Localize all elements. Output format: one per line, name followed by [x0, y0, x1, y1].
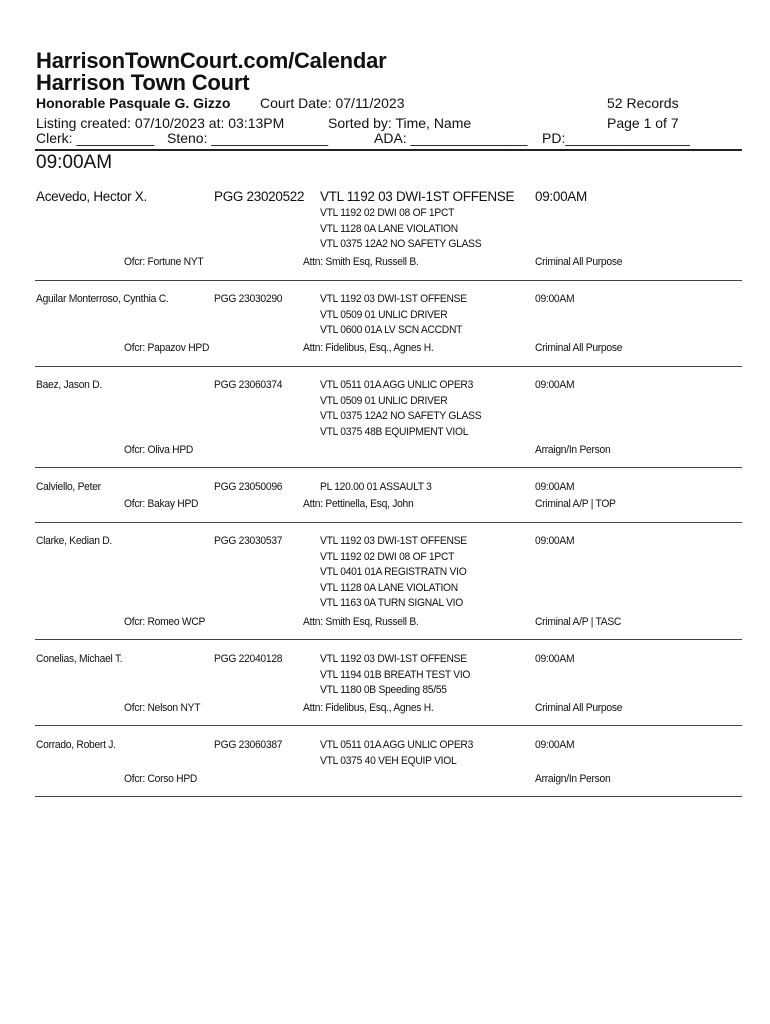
purpose: Criminal All Purpose	[535, 342, 623, 354]
officer: Ofcr: Corso HPD	[124, 773, 198, 785]
charge-line: VTL 1192 03 DWI-1ST OFFENSE	[320, 189, 515, 204]
case-time: 09:00AM	[535, 535, 575, 547]
listing-created: Listing created: 07/10/2023 at: 03:13PM	[36, 115, 285, 131]
case-time: 09:00AM	[535, 481, 575, 493]
charge-line: VTL 0401 01A REGISTRATN VIO	[320, 566, 467, 579]
defendant-name: Clarke, Kedian D.	[36, 535, 112, 547]
charge-line: VTL 0375 12A2 NO SAFETY GLASS	[320, 238, 482, 251]
record-count: 52 Records	[607, 95, 679, 111]
docket-number: PGG 23030290	[214, 293, 283, 305]
officer: Ofcr: Bakay HPD	[124, 498, 199, 510]
defendant-name: Corrado, Robert J.	[36, 739, 116, 751]
attorney: Attn: Fidelibus, Esq., Agnes H.	[303, 342, 434, 354]
officer: Ofcr: Papazov HPD	[124, 342, 210, 354]
court-date: Court Date: 07/11/2023	[260, 95, 405, 111]
officer: Ofcr: Romeo WCP	[124, 616, 206, 628]
header-divider	[35, 149, 742, 151]
ada-field: ADA: _______________	[374, 130, 528, 146]
charge-line: PL 120.00 01 ASSAULT 3	[320, 481, 432, 493]
charge-line: VTL 1192 03 DWI-1ST OFFENSE	[320, 653, 467, 665]
docket-number: PGG 22040128	[214, 653, 283, 665]
charge-line: VTL 1128 0A LANE VIOLATION	[320, 581, 458, 594]
charge-line: VTL 0375 12A2 NO SAFETY GLASS	[320, 410, 482, 423]
steno-field: Steno: _______________	[167, 130, 329, 146]
attorney: Attn: Smith Esq, Russell B.	[303, 256, 419, 268]
charge-list	[320, 378, 481, 440]
purpose: Criminal A/P | TOP	[535, 498, 616, 510]
officer: Ofcr: Oliva HPD	[124, 444, 194, 456]
case-divider	[35, 725, 742, 726]
case-divider	[35, 280, 742, 281]
charge-line: VTL 1192 02 DWI 08 OF 1PCT	[320, 207, 455, 219]
sorted-by: Sorted by: Time, Name	[328, 115, 472, 131]
case-time: 09:00AM	[535, 653, 575, 665]
charge-line: VTL 0509 01 UNLIC DRIVER	[320, 394, 448, 407]
charge-list	[320, 292, 467, 339]
defendant-name: Aguilar Monterroso, Cynthia C.	[36, 293, 169, 305]
case-time: 09:00AM	[535, 379, 575, 391]
purpose: Criminal All Purpose	[535, 702, 623, 714]
charge-list	[320, 652, 470, 699]
charge-line: VTL 0375 40 VEH EQUIP VIOL	[320, 754, 457, 767]
docket-number: PGG 23020522	[214, 189, 305, 204]
case-time: 09:00AM	[535, 293, 575, 305]
site-title: HarrisonTownCourt.com/Calendar	[36, 48, 387, 73]
court-title: Harrison Town Court	[36, 70, 250, 95]
case-divider	[35, 522, 742, 523]
officer: Ofcr: Nelson NYT	[124, 702, 201, 714]
charge-line: VTL 0600 01A LV SCN ACCDNT	[320, 324, 463, 337]
case-divider	[35, 366, 742, 367]
page-number: Page 1 of 7	[607, 115, 679, 131]
charge-list	[320, 738, 473, 769]
case-divider	[35, 467, 742, 468]
charge-line: VTL 1192 03 DWI-1ST OFFENSE	[320, 535, 467, 547]
attorney: Attn: Pettinella, Esq, John	[303, 498, 414, 510]
purpose: Arraign/In Person	[535, 773, 611, 785]
case-divider	[35, 639, 742, 640]
charge-list	[320, 206, 481, 253]
case-divider	[35, 796, 742, 797]
charge-line: VTL 0375 48B EQUIPMENT VIOL	[320, 425, 469, 438]
case-time: 09:00AM	[535, 189, 587, 204]
charge-line: VTL 1128 0A LANE VIOLATION	[320, 222, 458, 235]
charge-line: VTL 0511 01A AGG UNLIC OPER3	[320, 379, 474, 391]
charge-line: VTL 1180 0B Speeding 85/55	[320, 684, 447, 697]
attorney: Attn: Fidelibus, Esq., Agnes H.	[303, 702, 434, 714]
charge-line: VTL 0511 01A AGG UNLIC OPER3	[320, 739, 474, 751]
purpose: Criminal All Purpose	[535, 256, 623, 268]
docket-number: PGG 23060374	[214, 379, 283, 391]
time-group-heading: 09:00AM	[36, 152, 113, 173]
clerk-field: Clerk: __________	[36, 130, 155, 146]
charge-list	[320, 534, 467, 612]
charge-line: VTL 1192 03 DWI-1ST OFFENSE	[320, 293, 467, 305]
defendant-name: Baez, Jason D.	[36, 379, 102, 391]
officer: Ofcr: Fortune NYT	[124, 256, 204, 268]
docket-number: PGG 23030537	[214, 535, 283, 547]
purpose: Arraign/In Person	[535, 444, 611, 456]
charge-line: VTL 0509 01 UNLIC DRIVER	[320, 308, 448, 321]
pd-field: PD:________________	[542, 130, 690, 146]
purpose: Criminal A/P | TASC	[535, 616, 622, 628]
defendant-name: Calviello, Peter	[36, 481, 101, 493]
case-time: 09:00AM	[535, 739, 575, 751]
judge-name: Honorable Pasquale G. Gizzo	[36, 95, 231, 111]
defendant-name: Conelias, Michael T.	[36, 653, 123, 665]
docket-number: PGG 23050096	[214, 481, 283, 493]
charge-line: VTL 1192 02 DWI 08 OF 1PCT	[320, 550, 455, 563]
docket-number: PGG 23060387	[214, 739, 283, 751]
attorney: Attn: Smith Esq, Russell B.	[303, 616, 419, 628]
defendant-name: Acevedo, Hector X.	[36, 189, 147, 204]
charge-line: VTL 1194 01B BREATH TEST VIO	[320, 668, 471, 681]
charge-line: VTL 1163 0A TURN SIGNAL VIO	[320, 597, 464, 610]
